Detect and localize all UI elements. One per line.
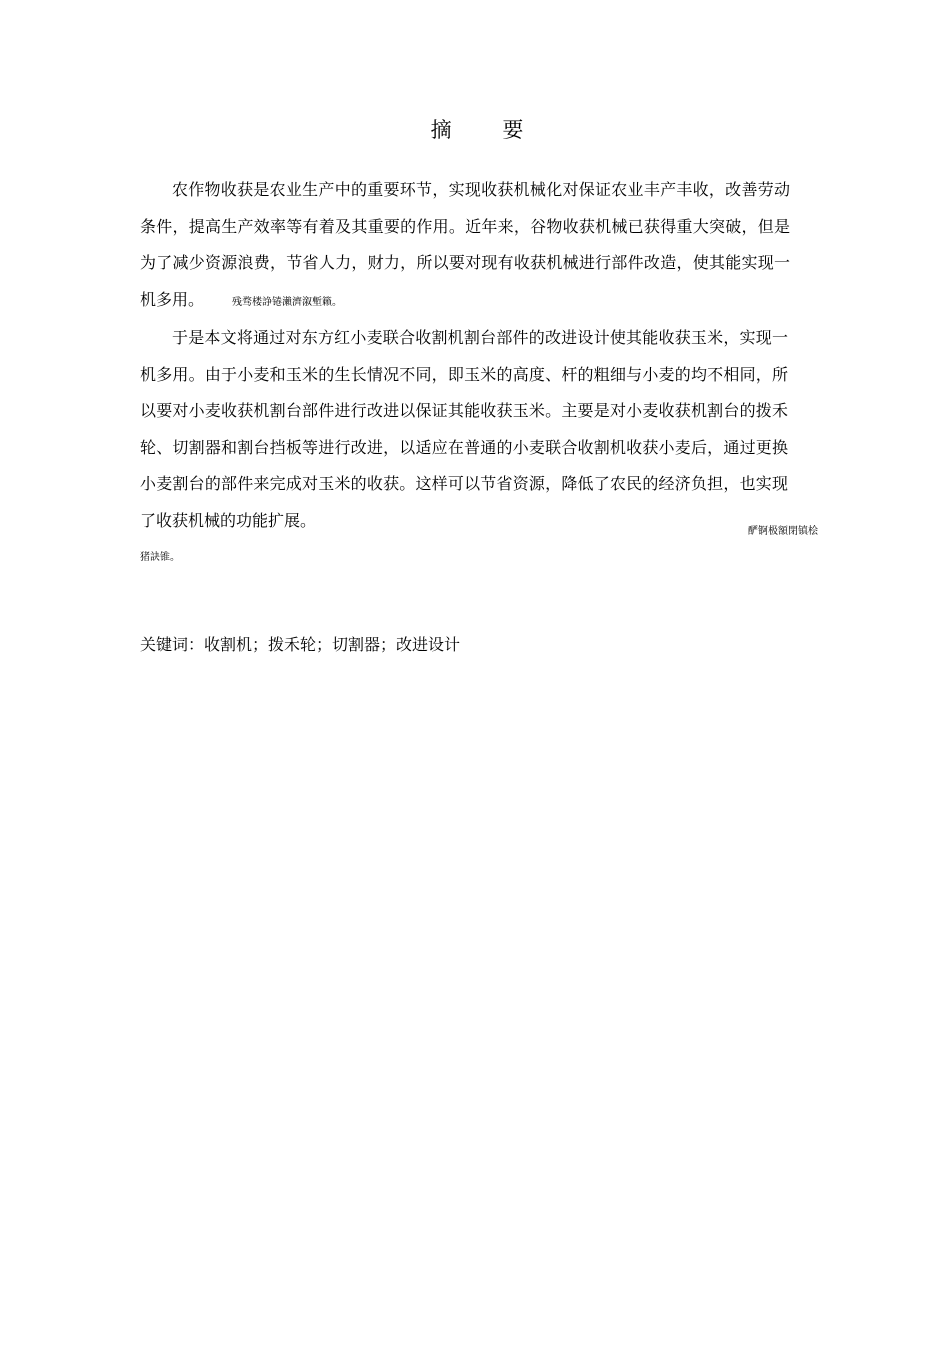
keywords-list: 收割机；拨禾轮；切割器；改进设计 [204,635,461,654]
abstract-title: 摘 要 [430,118,546,142]
abstract-paragraph-2-block [140,320,788,539]
keywords-label: 关键词： [140,635,205,654]
abstract-paragraph-1-block [140,172,790,321]
abstract-paragraph-1 [140,172,790,321]
garbled-text-2-line-2: 猪訣锥。 [140,552,180,563]
keywords-line [140,631,460,659]
garbled-text-1: 残骛楼諍锩瀨濟溆塹籟。 [232,296,343,308]
garbled-text-2-line-1: 酽锕极額閉镇桧 [748,526,818,537]
paragraph-2-text: 于是本文将通过对东方红小麦联合收割机割台部件的改进设计使其能收获玉米，实现一机多用。由于小麦和玉米的生长情况不同，即玉米的高度、杆的粗细与小麦的均不相同，所以要对小麦收获机割台部件进行改进以保证其能收获玉米。主要是对小麦收获机割台的拨禾轮、切割器和割台挡板等进行改进，以适应在普通的小麦联合收割机收获小麦后，通过更换小麦割台的部件来完成对玉米的收获。这样可以节省资源，降低了农民的经济负担，也实现了收获机械的功能扩展。 [140,328,788,530]
paragraph-1-text: 农作物收获是农业生产中的重要环节，实现收获机械化对保证农业丰产丰收，改善劳动条件，提高生产效率等有着及其重要的作用。近年来，谷物收获机械已获得重大突破，但是为了减少资源浪费，节省人力，财力，所以要对现有收获机械进行部件改造，使其能实现一机多用。 [140,180,790,309]
abstract-paragraph-2 [140,320,788,539]
